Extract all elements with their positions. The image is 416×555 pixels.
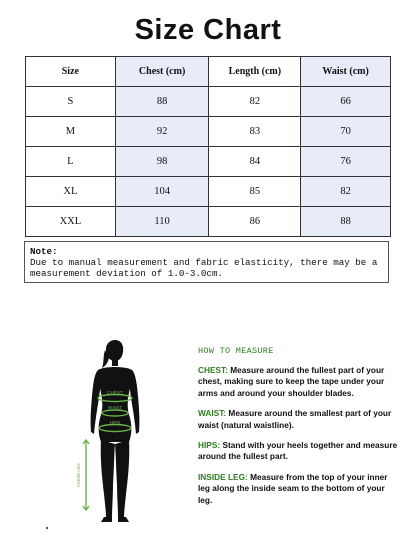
table-row xyxy=(26,207,391,237)
howto-chest-key: CHEST: xyxy=(198,365,228,375)
note-box xyxy=(24,241,389,283)
cell-size: XXL xyxy=(26,207,116,237)
howto-waist-text: Measure around the smallest part of your waist (natural waistline). xyxy=(198,408,392,430)
table-row xyxy=(26,117,391,147)
cell-chest: 88 xyxy=(115,87,209,117)
how-to-measure xyxy=(198,346,398,515)
page-title: Size Chart xyxy=(134,14,282,46)
table-header-row xyxy=(26,57,391,87)
howto-waist xyxy=(198,408,398,431)
table-row xyxy=(26,147,391,177)
cell-chest: 110 xyxy=(115,207,209,237)
cell-length: 86 xyxy=(209,207,301,237)
body-measure-figure xyxy=(66,338,186,528)
cell-length: 85 xyxy=(209,177,301,207)
howto-inside-leg-key: INSIDE LEG: xyxy=(198,471,248,482)
cell-chest: 92 xyxy=(115,117,209,147)
table-row xyxy=(26,87,391,117)
size-table xyxy=(25,56,391,237)
howto-hips xyxy=(198,440,398,463)
header-chest: Chest (cm) xyxy=(115,57,209,87)
header-size: Size xyxy=(26,57,116,87)
howto-chest-text: Measure around the fullest part of your chest, making sure to keep the tape under your arms and around your shoulder blades. xyxy=(198,365,385,398)
cell-size: L xyxy=(26,147,116,177)
howto-hips-key: HIPS: xyxy=(198,440,221,451)
cell-length: 84 xyxy=(209,147,301,177)
label-waist: WAIST xyxy=(107,405,123,410)
howto-inside-leg xyxy=(198,472,398,506)
cell-waist: 66 xyxy=(301,87,391,117)
howto-heading: HOW TO MEASURE xyxy=(198,346,274,356)
label-hips: HIPS xyxy=(109,420,121,425)
cell-size: M xyxy=(26,117,116,147)
stray-dot xyxy=(46,527,48,529)
cell-size: XL xyxy=(26,177,116,207)
header-waist: Waist (cm) xyxy=(301,57,391,87)
table-row xyxy=(26,177,391,207)
cell-size: S xyxy=(26,87,116,117)
howto-chest xyxy=(198,365,398,399)
howto-waist-key: WAIST: xyxy=(198,408,227,419)
note-label: Note: xyxy=(30,246,58,257)
cell-chest: 104 xyxy=(115,177,209,207)
label-inside-leg: INSIDE LEG xyxy=(76,463,81,487)
cell-length: 83 xyxy=(209,117,301,147)
howto-inside-leg-text: Measure from the top of your inner leg along the inside seam to the bottom of your leg. xyxy=(198,471,388,505)
cell-waist: 76 xyxy=(301,147,391,177)
cell-waist: 82 xyxy=(301,177,391,207)
cell-length: 82 xyxy=(209,87,301,117)
cell-waist: 88 xyxy=(301,207,391,237)
note-text: Due to manual measurement and fabric elasticity, there may be a measurement deviation of 1.0-3.0cm. xyxy=(30,257,378,279)
howto-hips-text: Stand with your heels together and measure around the fullest part. xyxy=(198,440,398,462)
cell-chest: 98 xyxy=(115,147,209,177)
cell-waist: 70 xyxy=(301,117,391,147)
header-length: Length (cm) xyxy=(209,57,301,87)
label-chest: CHEST xyxy=(107,390,123,395)
